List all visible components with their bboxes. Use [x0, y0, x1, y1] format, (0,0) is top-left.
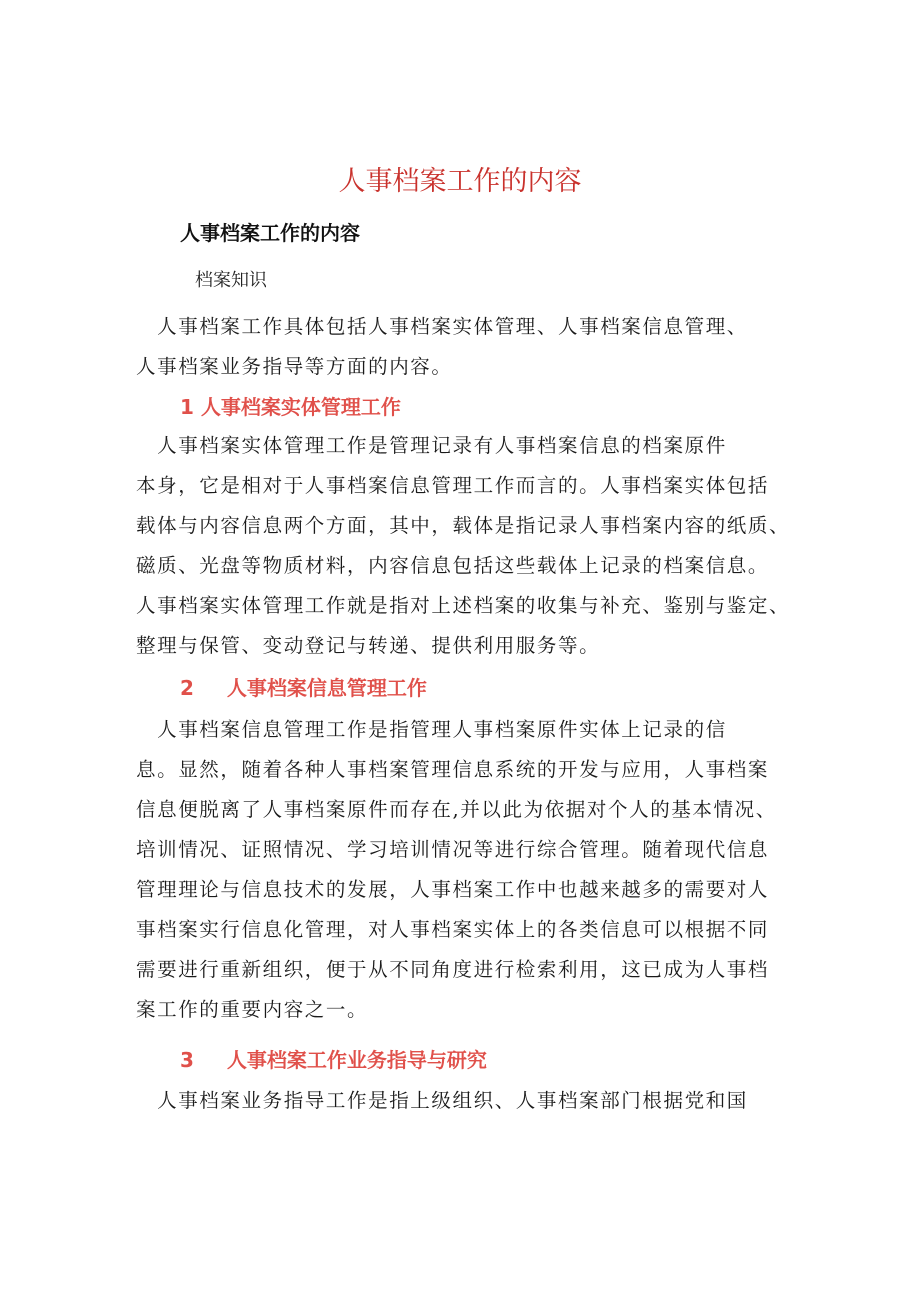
paragraph-line: 事档案实行信息化管理，对人事档案实体上的各类信息可以根据不同 — [136, 918, 770, 941]
section-heading-text: 人事档案工作业务指导与研究 — [226, 1048, 487, 1072]
category-label: 档案知识 — [195, 270, 267, 291]
paragraph-line: 磁质、光盘等物质材料，内容信息包括这些载体上记录的档案信息。 — [136, 554, 770, 577]
section-number: 2 — [180, 676, 194, 700]
section-heading-3 — [180, 1045, 487, 1075]
paragraph-line: 信息便脱离了人事档案原件而存在,并以此为依据对个人的基本情况、 — [136, 798, 777, 821]
paragraph-line: 人事档案业务指导等方面的内容。 — [136, 355, 453, 378]
paragraph-line: 需要进行重新组织，便于从不同角度进行检索利用，这已成为人事档 — [136, 958, 770, 981]
section-2-paragraph — [136, 710, 792, 1030]
paragraph-line: 本身，它是相对于人事档案信息管理工作而言的。人事档案实体包括 — [136, 474, 770, 497]
section-heading-1 — [180, 392, 401, 422]
section-number: 1 — [180, 395, 194, 419]
document-subtitle: 人事档案工作的内容 — [180, 221, 360, 245]
section-heading-text: 人事档案实体管理工作 — [200, 395, 401, 419]
paragraph-line: 息。显然，随着各种人事档案管理信息系统的开发与应用，人事档案 — [136, 758, 770, 781]
paragraph-line: 载体与内容信息两个方面，其中，载体是指记录人事档案内容的纸质、 — [136, 514, 791, 537]
paragraph-line: 管理理论与信息技术的发展，人事档案工作中也越来越多的需要对人 — [136, 878, 770, 901]
section-heading-2 — [180, 673, 427, 703]
paragraph-line: 案工作的重要内容之一。 — [136, 998, 369, 1021]
paragraph-line: 人事档案工作具体包括人事档案实体管理、人事档案信息管理、 — [136, 315, 748, 338]
paragraph-line: 人事档案实体管理工作就是指对上述档案的收集与补充、鉴别与鉴定、 — [136, 594, 791, 617]
paragraph-line: 整理与保管、变动登记与转递、提供利用服务等。 — [136, 634, 601, 657]
paragraph-line: 人事档案业务指导工作是指上级组织、人事档案部门根据党和国 — [136, 1089, 748, 1112]
section-1-paragraph — [136, 426, 792, 666]
paragraph-line: 人事档案信息管理工作是指管理人事档案原件实体上记录的信 — [136, 718, 727, 741]
paragraph-line: 培训情况、证照情况、学习培训情况等进行综合管理。随着现代信息 — [136, 838, 770, 861]
document-title: 人事档案工作的内容 — [338, 166, 582, 197]
paragraph-line: 人事档案实体管理工作是管理记录有人事档案信息的档案原件 — [136, 434, 727, 457]
section-3-paragraph — [136, 1081, 792, 1121]
intro-paragraph — [136, 307, 792, 387]
section-heading-text: 人事档案信息管理工作 — [226, 676, 427, 700]
section-number: 3 — [180, 1048, 194, 1072]
